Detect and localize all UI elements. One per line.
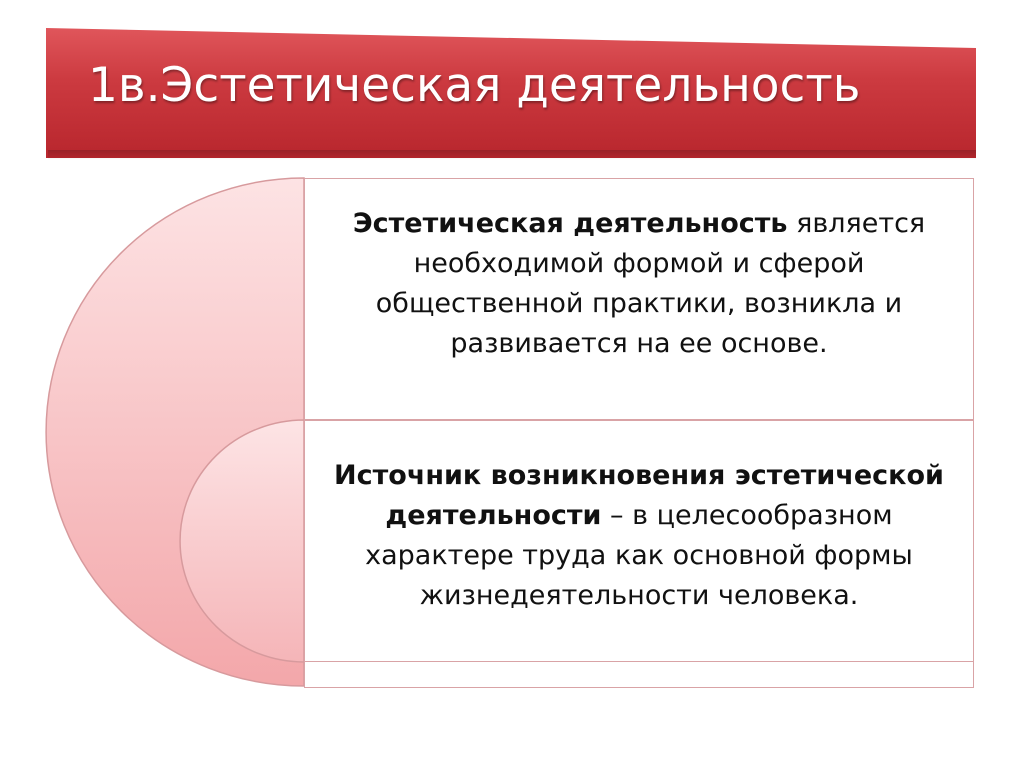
source-term: Источник возникновения эстетической деятельности (334, 460, 944, 531)
source-box (304, 420, 974, 662)
definition-box (304, 178, 974, 420)
definition-term: Эстетическая деятельность (352, 208, 788, 239)
bottom-strip (304, 662, 974, 688)
title-banner-shadow (48, 150, 976, 160)
source-body: – в целесообразном характере труда как основной формы жизнедеятельности человека. (365, 500, 913, 611)
definition-body: является необходимой формой и сферой общественной практики, возникла и развивается на ее основе. (375, 208, 926, 359)
definition-text (305, 204, 973, 364)
slide-title: 1в.Эстетическая деятельность (88, 58, 861, 113)
source-text (305, 456, 973, 616)
